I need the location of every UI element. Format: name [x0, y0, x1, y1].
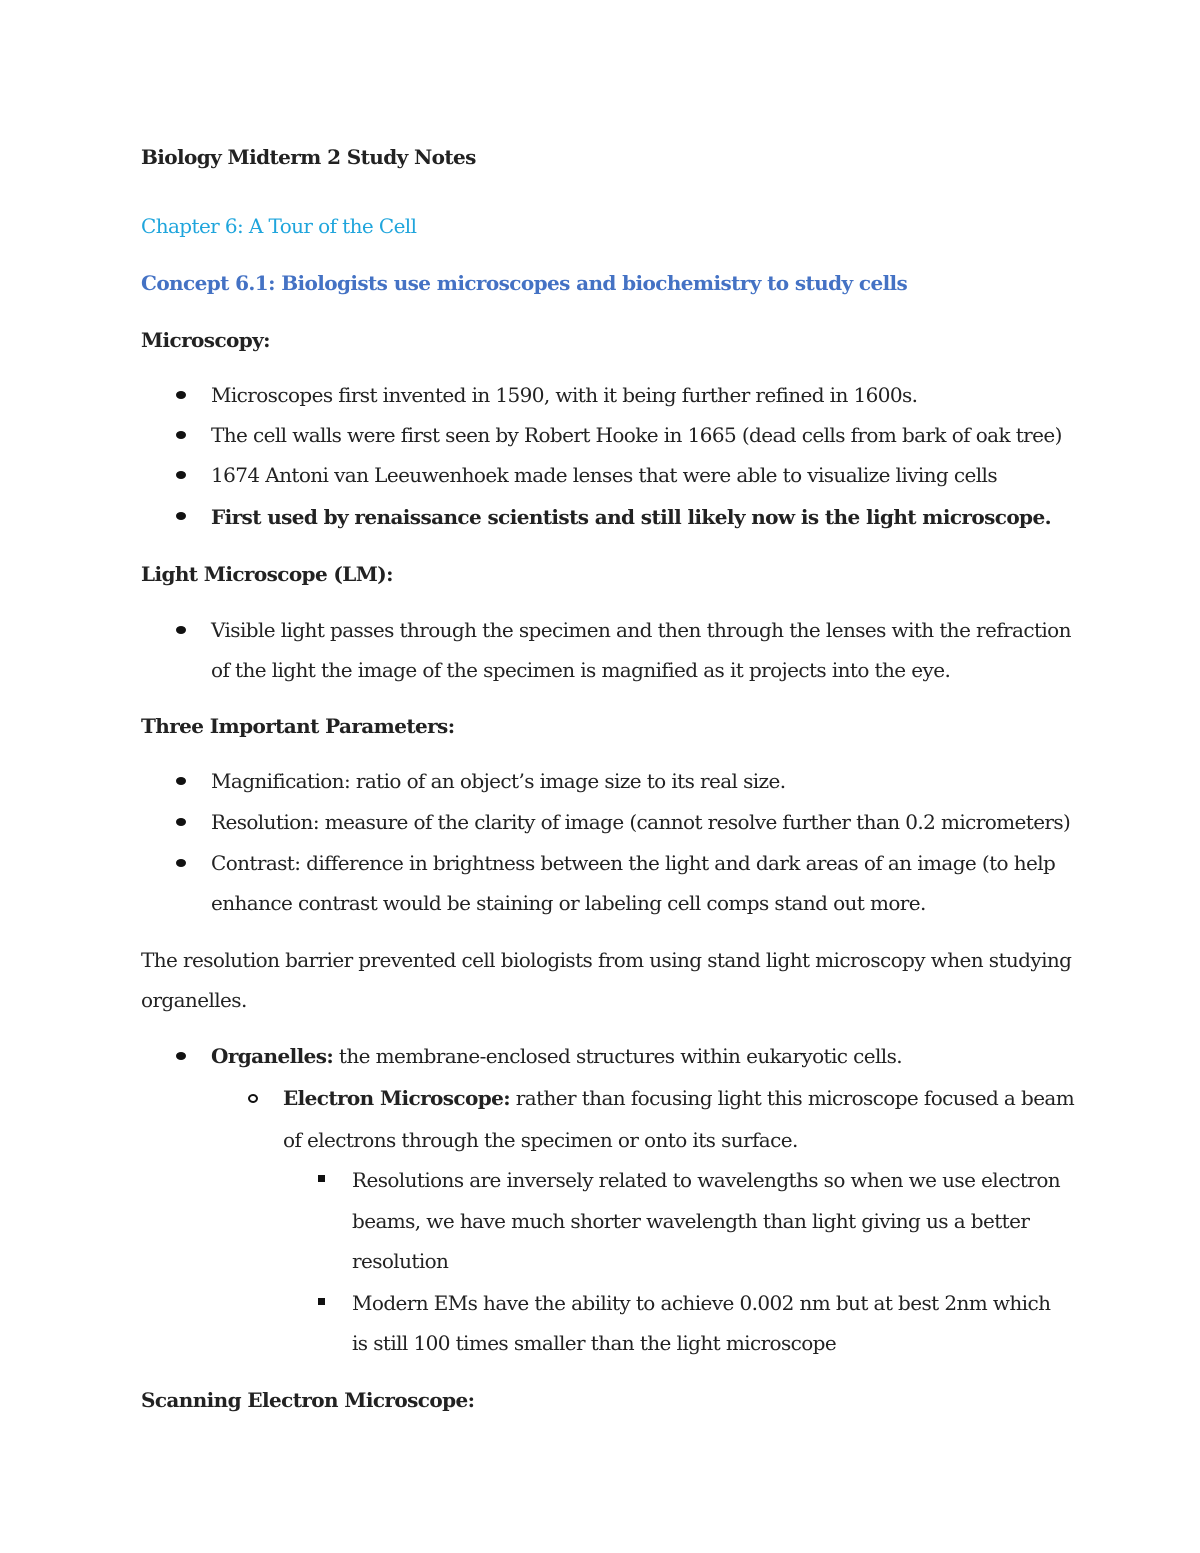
square-bullet-icon [318, 1298, 325, 1305]
bullet-icon [176, 777, 186, 785]
bullet-icon [176, 512, 186, 520]
list-item [283, 1078, 1074, 1118]
list-item: Microscopes first invented in 1590, with it being further refined in 1600s. [211, 383, 918, 407]
list-item-line: Contrast: difference in brightness between the light and dark areas of an image (to help [211, 851, 1056, 875]
list-item: Magnification: ratio of an object’s image size to its real size. [211, 769, 786, 793]
organelles-definition: the membrane-enclosed structures within eukaryotic cells. [333, 1044, 903, 1068]
bullet-icon [176, 431, 186, 439]
list-item-line: of the light the image of the specimen is magnified as it projects into the eye. [211, 658, 951, 682]
parameters-heading: Three Important Parameters: [141, 714, 455, 738]
paragraph-line: organelles. [141, 988, 247, 1012]
list-item-line: is still 100 times smaller than the light microscope [352, 1331, 837, 1355]
bullet-icon [176, 471, 186, 479]
electron-microscope-definition: rather than focusing light this microscope focused a beam [510, 1086, 1075, 1110]
bullet-icon [176, 859, 186, 867]
sem-heading: Scanning Electron Microscope: [141, 1388, 475, 1412]
list-item-line: Modern EMs have the ability to achieve 0.002 nm but at best 2nm which [352, 1291, 1051, 1315]
list-item-line: resolution [352, 1249, 449, 1273]
list-item-line: enhance contrast would be staining or labeling cell comps stand out more. [211, 891, 926, 915]
list-item: The cell walls were first seen by Robert Hooke in 1665 (dead cells from bark of oak tree) [211, 423, 1062, 447]
electron-microscope-term: Electron Microscope: [283, 1086, 511, 1110]
list-item: First used by renaissance scientists and still likely now is the light microscope. [211, 505, 1051, 529]
list-item-line: Visible light passes through the specimen and then through the lenses with the refraction [211, 618, 1071, 642]
list-item-line: Resolutions are inversely related to wavelengths so when we use electron [352, 1168, 1061, 1192]
list-item: 1674 Antoni van Leeuwenhoek made lenses that were able to visualize living cells [211, 463, 997, 487]
circle-bullet-icon [248, 1094, 258, 1103]
bullet-icon [176, 391, 186, 399]
document-title: Biology Midterm 2 Study Notes [141, 145, 476, 169]
list-item: Resolution: measure of the clarity of image (cannot resolve further than 0.2 micrometers) [211, 810, 1071, 834]
list-item-line: of electrons through the specimen or onto its surface. [283, 1128, 798, 1152]
paragraph-line: The resolution barrier prevented cell biologists from using stand light microscopy when studying [141, 948, 1072, 972]
chapter-heading: Chapter 6: A Tour of the Cell [141, 214, 417, 238]
list-item [211, 1036, 902, 1076]
bullet-icon [176, 818, 186, 826]
bullet-icon [176, 626, 186, 634]
list-item-line: beams, we have much shorter wavelength than light giving us a better [352, 1209, 1030, 1233]
light-microscope-heading: Light Microscope (LM): [141, 562, 393, 586]
microscopy-heading: Microscopy: [141, 328, 270, 352]
organelles-term: Organelles: [211, 1044, 334, 1068]
square-bullet-icon [318, 1175, 325, 1182]
bullet-icon [176, 1052, 186, 1060]
concept-heading: Concept 6.1: Biologists use microscopes and biochemistry to study cells [141, 271, 908, 295]
